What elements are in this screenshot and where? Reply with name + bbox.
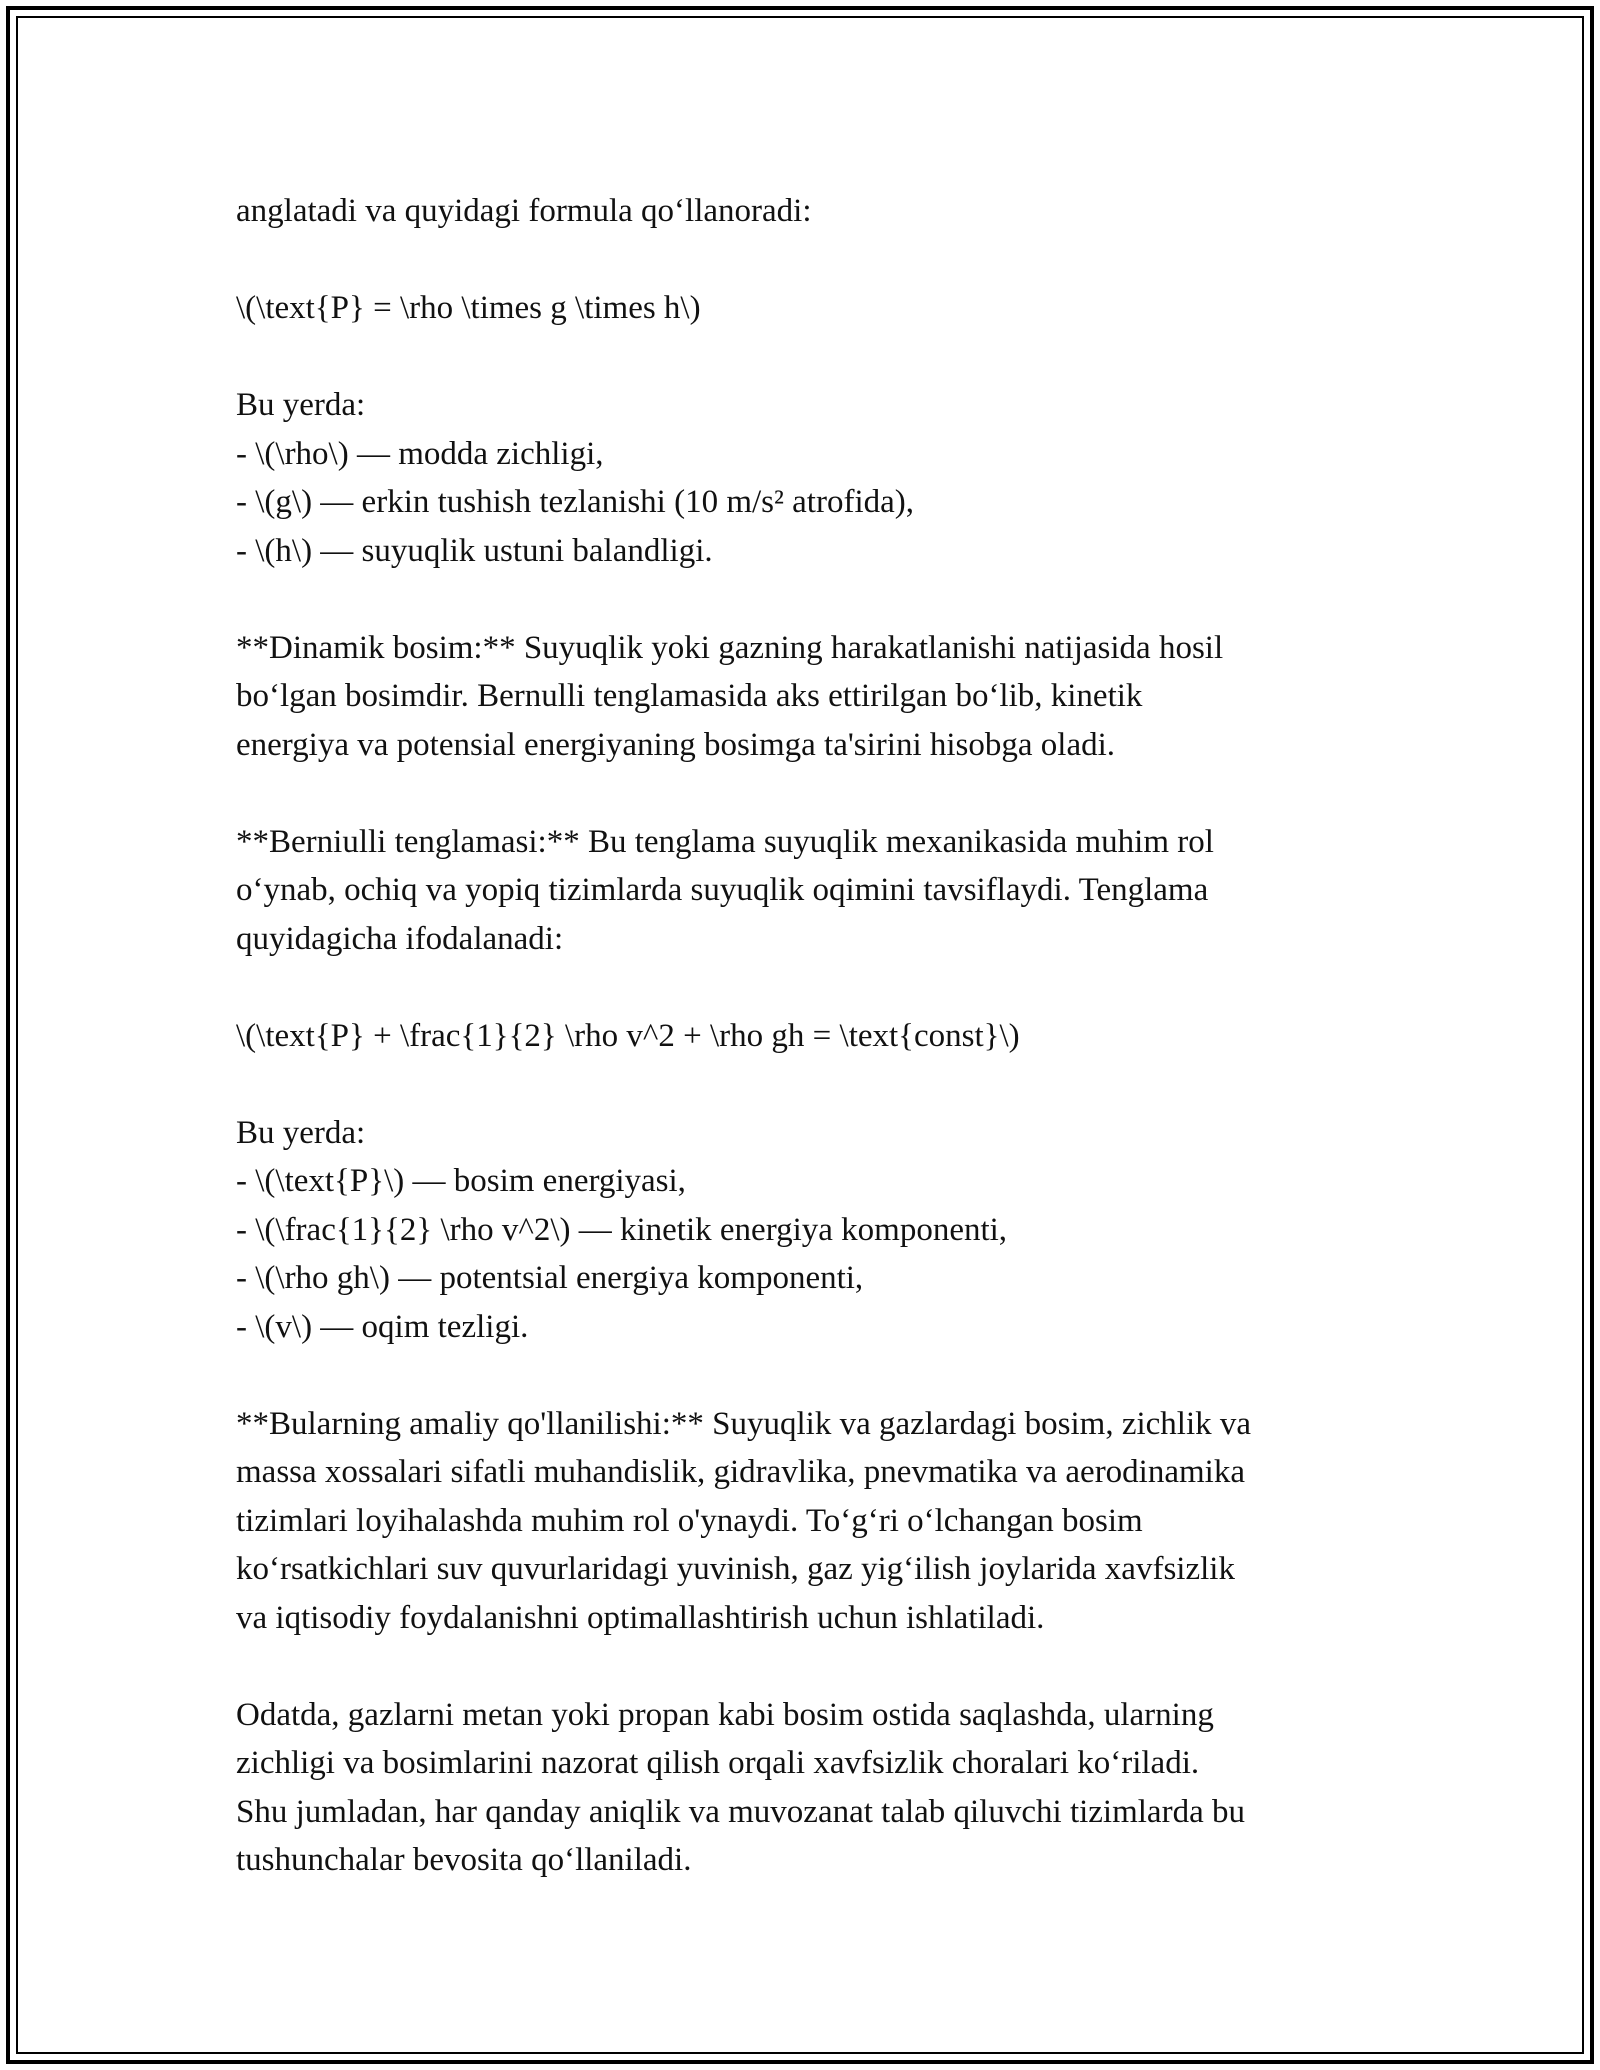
- final-paragraph: [236, 1691, 1386, 1885]
- intro-line: anglatadi va quyidagi formula qo‘llanoradi:: [236, 193, 812, 229]
- document-body: [236, 187, 1386, 1885]
- paragraph-line: tizimlari loyihalashda muhim rol o'ynaydi. To‘g‘ri o‘lchangan bosim: [236, 1502, 1143, 1539]
- formula-hydrostatic: \(\text{P} = \rho \times g \times h\): [236, 290, 701, 326]
- paragraph-line: quyidagicha ifodalanadi:: [236, 920, 564, 957]
- paragraph-line: Odatda, gazlarni metan yoki propan kabi bosim ostida saqlashda, ularning: [236, 1696, 1214, 1733]
- paragraph-line: **Berniulli tenglamasi:** Bu tenglama suyuqlik mexanikasida muhim rol: [236, 823, 1214, 860]
- where-item: - \(g\) — erkin tushish tezlanishi (10 m/s² atrofida),: [236, 484, 914, 520]
- spacer: [236, 1642, 1386, 1691]
- paragraph-line: o‘ynab, ochiq va yopiq tizimlarda suyuqlik oqimini tavsiflaydi. Tenglama: [236, 872, 1209, 908]
- paragraph-line: tushunchalar bevosita qo‘llaniladi.: [236, 1842, 692, 1878]
- formula-bernoulli: \(\text{P} + \frac{1}{2} \rho v^2 + \rho gh = \text{const}\): [236, 1017, 1020, 1054]
- bernoulli-paragraph: [236, 818, 1386, 964]
- where-item: - \(\rho gh\) — potentsial energiya komponenti,: [236, 1260, 864, 1296]
- where-list-2: [236, 1109, 1386, 1352]
- spacer: [236, 236, 1386, 285]
- where-item: - \(\rho\) — modda zichligi,: [236, 435, 604, 472]
- paragraph-line: energiya va potensial energiyaning bosimga ta'sirini hisobga oladi.: [236, 726, 1116, 763]
- where-item: - \(h\) — suyuqlik ustuni balandligi.: [236, 532, 713, 569]
- paragraph-line: massa xossalari sifatli muhandislik, gidravlika, pnevmatika va aerodinamika: [236, 1454, 1245, 1490]
- dynamic-pressure-paragraph: [236, 624, 1386, 770]
- spacer: [236, 333, 1386, 382]
- paragraph-line: bo‘lgan bosimdir. Bernulli tenglamasida aks ettirilgan bo‘lib, kinetik: [236, 678, 1143, 714]
- where-list-1: [236, 381, 1386, 575]
- where-heading: Bu yerda:: [236, 387, 366, 423]
- where-item: - \(\text{P}\) — bosim energiyasi,: [236, 1163, 686, 1199]
- where-heading: Bu yerda:: [236, 1114, 366, 1151]
- paragraph-line: ko‘rsatkichlari suv quvurlaridagi yuvinish, gaz yig‘ilish joylarida xavfsizlik: [236, 1551, 1235, 1587]
- paragraph-line: Shu jumladan, har qanday aniqlik va muvozanat talab qiluvchi tizimlarda bu: [236, 1793, 1245, 1830]
- where-item: - \(v\) — oqim tezligi.: [236, 1308, 529, 1345]
- paragraph-line: **Bularning amaliy qo'llanilishi:** Suyuqlik va gazlardagi bosim, zichlik va: [236, 1405, 1252, 1442]
- spacer: [236, 1351, 1386, 1400]
- application-paragraph: [236, 1400, 1386, 1643]
- paragraph-line: **Dinamik bosim:** Suyuqlik yoki gazning harakatlanishi natijasida hosil: [236, 629, 1224, 666]
- spacer: [236, 769, 1386, 818]
- spacer: [236, 963, 1386, 1012]
- spacer: [236, 575, 1386, 624]
- spacer: [236, 1060, 1386, 1109]
- where-item: - \(\frac{1}{2} \rho v^2\) — kinetik energiya komponenti,: [236, 1211, 1008, 1248]
- paragraph-line: zichligi va bosimlarini nazorat qilish orqali xavfsizlik choralari ko‘riladi.: [236, 1745, 1200, 1781]
- paragraph-line: va iqtisodiy foydalanishni optimallashtirish uchun ishlatiladi.: [236, 1599, 1045, 1636]
